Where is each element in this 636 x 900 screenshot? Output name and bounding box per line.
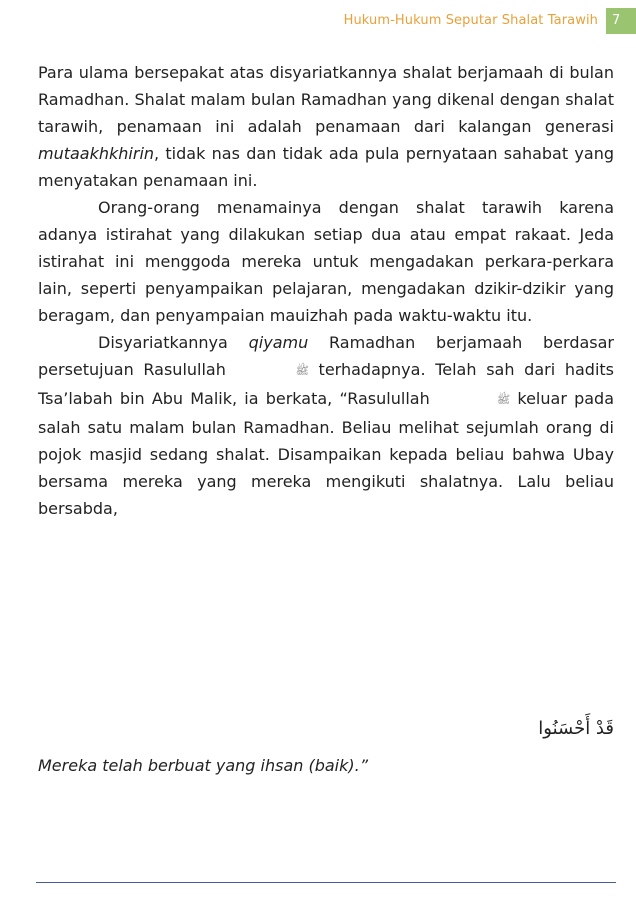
p1-text-c: , tidak nas dan tidak ada pula pernyataan sahabat yang menyatakan penamaan ini. xyxy=(38,144,614,190)
p1-italic-term: mutaakhkhirin xyxy=(38,144,155,163)
footer-divider xyxy=(36,882,616,883)
paragraph-1 xyxy=(38,59,614,194)
page-header xyxy=(0,8,636,34)
p3-text-c: Ramadhan berjamaah berdasar persetujuan Rasulullah xyxy=(38,333,614,379)
p1-text-a: Para ulama bersepakat atas disyariatkannya shalat berjamaah di bulan Ramadhan. Shalat malam bulan Ramadhan yang dikenal dengan shalat tarawih, penamaan ini adalah penamaan dari kalangan generasi xyxy=(38,63,614,136)
page-number: 7 xyxy=(606,8,636,34)
paragraph-2: Orang-orang menamainya dengan shalat tarawih karena adanya istirahat yang dilakukan setiap dua atau empat rakaat. Jeda istirahat ini menggoda mereka untuk mengadakan perkara-perkara lain, seperti penyampaikan pelajaran, mengadakan dzikir-dzikir yang beragam, dan penyampaian mauizhah pada waktu-waktu itu. xyxy=(38,198,614,325)
running-header-title: Hukum-Hukum Seputar Shalat Tarawih xyxy=(343,13,598,28)
paragraph-3 xyxy=(38,329,614,522)
salawat-symbol: ﷺ xyxy=(295,364,309,377)
p3-text-a: Disyariatkannya xyxy=(98,333,249,352)
p3-text-d: terhadapnya. Telah sah dari hadits Tsa’labah bin Abu Malik, ia berkata, “Rasulullah xyxy=(38,360,615,408)
salawat-symbol: ﷺ xyxy=(496,393,511,406)
quote-translation: Mereka telah berbuat yang ihsan (baik).” xyxy=(38,756,368,775)
arabic-quote: قَدْ أَحْسَنُوا xyxy=(538,718,614,739)
p3-text-e: keluar pada salah satu malam bulan Ramadhan. Beliau melihat sejumlah orang di pojok masjid sedang shalat. Disampaikan kepada beliau bahwa Ubay bersama mereka yang mereka mengikuti shalatnya. Lalu beliau bersabda, xyxy=(38,389,615,518)
p3-italic-term: qiyamu xyxy=(248,333,309,352)
body-text xyxy=(38,59,614,522)
